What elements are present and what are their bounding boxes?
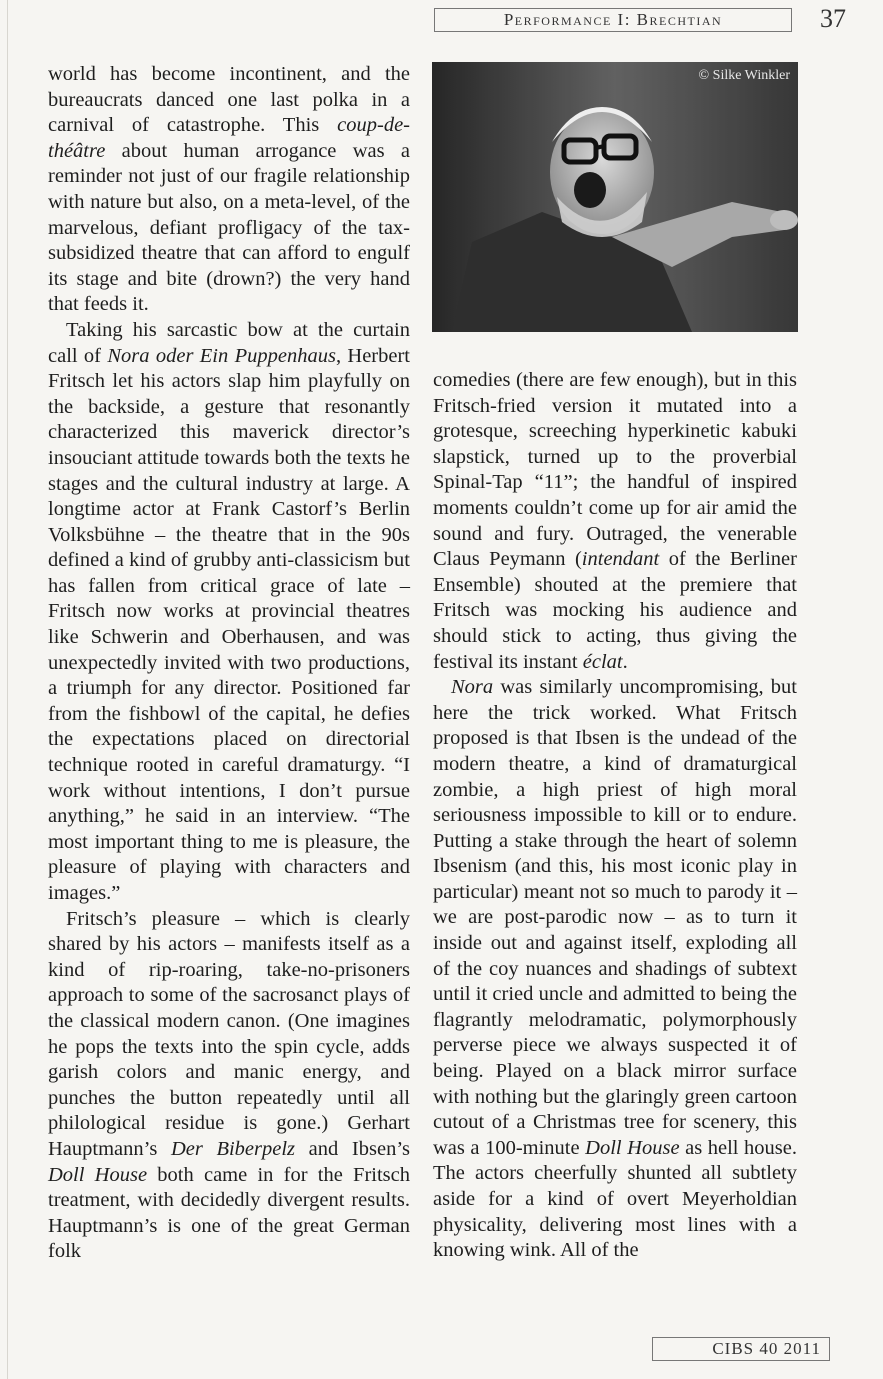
paragraph	[433, 675, 797, 1264]
text-run: about human arrogance was a reminder not just of our fragile relationship with nature but also, on a meta-level, of the marvelous, defiant profligacy of the tax-subsidized theatre that can afford to engulf its stage and bite (drown?) the very hand that feeds it.	[48, 139, 410, 316]
text-run: comedies (there are few enough), but in this Fritsch-fried version it mutated into a grotesque, screeching hyperkinetic kabuki slapstick, turned up to the proverbial Spinal-Tap “11”; the handful of inspired moments couldn’t come up for air amid the sound and fury. Outraged, the venerable Claus Peymann (	[433, 369, 797, 571]
italic-title: Nora	[451, 676, 494, 699]
italic-title: éclat	[582, 650, 623, 673]
text-run: Taking his sarcastic bow at the curtain call of	[48, 318, 410, 367]
italic-title: Nora oder Ein Puppenhaus	[107, 344, 336, 367]
italic-title: Doll House	[585, 1136, 680, 1159]
paragraph	[48, 318, 410, 907]
italic-title: intendant	[581, 548, 660, 571]
journal-issue: CIBS 40 2011	[712, 1339, 821, 1358]
text-run: as hell house. The actors cheerfully shunted all subtlety aside for a kind of overt Meyerholdian physicality, delivering most lines with a knowing wink. All of the	[433, 1136, 797, 1262]
running-header	[434, 8, 792, 32]
text-run: world has become incontinent, and the bureaucrats danced one last polka in a carnival of catastrophe. This	[48, 63, 410, 137]
italic-title: Doll House	[48, 1163, 148, 1186]
photo-image	[432, 62, 798, 332]
italic-title: coup-de-théâtre	[48, 114, 410, 162]
left-column	[48, 62, 410, 1265]
right-column	[433, 368, 797, 1264]
text-run: , Herbert Fritsch let his actors slap him playfully on the backside, a gesture that resonantly characterized this maverick director’s insouciant attitude towards both the texts he stages and the cultural industry at large. A longtime actor at Frank Castorf’s Berlin Volksbühne – the theatre that in the 90s defined a kind of grubby anti-classicism but has fallen from critical grace of late – Fritsch now works at provincial theatres like Schwerin and Oberhausen, and was unexpectedly invited with two productions, a triumph for any director. Positioned far from the fishbowl of the capital, he defies the expectations placed on directorial technique rooted in careful dramaturgy. “I work without intentions, I don’t pursue anything,” he said in an interview. “The most important thing to me is pleasure, the pleasure of playing with characters and images.”	[48, 344, 411, 904]
page-number: 37	[820, 4, 846, 33]
photo-director	[432, 62, 798, 332]
text-run: both came in for the Fritsch treatment, with decidedly divergent results. Hauptmann’s is one of the great German folk	[48, 1163, 410, 1263]
paragraph	[433, 368, 797, 675]
paragraph	[48, 907, 410, 1265]
italic-title: Der Biberpelz	[170, 1137, 296, 1160]
text-run: Fritsch’s pleasure – which is clearly shared by his actors – manifests itself as a kind of rip-roaring, take-no-prisoners approach to some of the sacrosanct plays of the classical modern canon. (One imagines he pops the texts into the spin cycle, adds garish colors and manic energy, and punches the button repeatedly until all philological residue is gone.) Gerhart Hauptmann’s	[48, 907, 410, 1160]
text-run: of the Berliner Ensemble) shouted at the premiere that Fritsch was mocking his audience and should stick to acting, thus giving the festival its instant	[433, 548, 797, 673]
text-run: .	[622, 650, 628, 673]
page-edge	[7, 0, 8, 1379]
photo-credit: © Silke Winkler	[698, 68, 790, 83]
text-run: was similarly uncompromising, but here the trick worked. What Fritsch proposed is that Ibsen is the undead of the modern theatre, a kind of dramaturgical zombie, a high priest of high moral seriousness impossible to kill or to endure. Putting a stake through the heart of solemn Ibsenism (and this, his most iconic play in particular) meant not so much to parody it – we are post-parodic now – as to turn it inside out and against itself, exploding all of the coy nuances and shadings of subtext until it cried uncle and admitted to being the flagrantly melodramatic, polymorphously perverse piece we always suspected it of being. Played on a black mirror surface with nothing but the glaringly green cartoon cutout of a Christmas tree for scenery, this was a 100-minute	[433, 676, 797, 1159]
paragraph	[48, 62, 410, 318]
running-title: Performance I: Brechtian	[503, 10, 723, 29]
text-run: and Ibsen’s	[295, 1137, 410, 1160]
journal-footer	[652, 1337, 830, 1361]
